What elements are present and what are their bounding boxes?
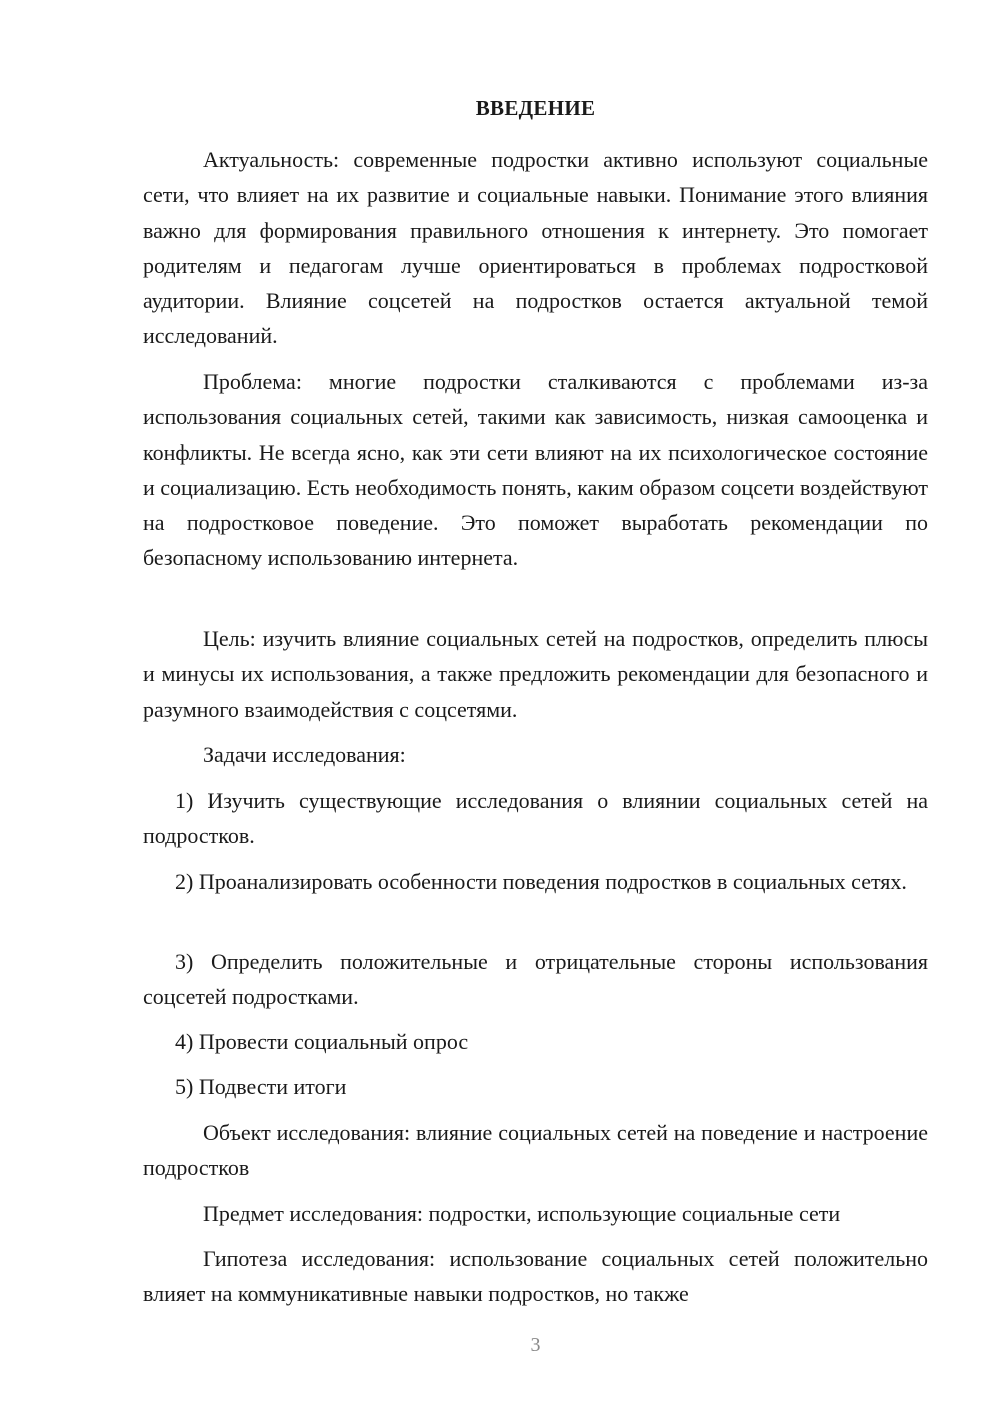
list-item: 4) Провести социальный опрос: [175, 1029, 469, 1054]
list-item: 2) Проанализировать особенности поведения подростков в социальных сетях.: [175, 869, 907, 894]
subject-paragraph: Предмет исследования: подростки, использующие социальные сети: [203, 1201, 841, 1226]
object-paragraph: Объект исследования: влияние социальных сетей на поведение и настроение подростков: [143, 1120, 928, 1181]
page-number: 3: [530, 1334, 541, 1356]
problem-paragraph: Проблема: многие подростки сталкиваются с проблемами из-за использования социальных сетей, такими как зависимость, низкая самооценка и конфликты. Не всегда ясно, как эти сети влияют на их психологическое состояние и социализацию. Есть необходимость понять, каким образом соцсети воздействуют на подростковое поведение. Это поможет выработать рекомендации по безопасному использованию интернета.: [143, 369, 928, 571]
goal-paragraph: Цель: изучить влияние социальных сетей на подростков, определить плюсы и минусы их использования, а также предложить рекомендации для безопасного и разумного взаимодействия с соцсетями.: [143, 626, 928, 722]
list-item: 1) Изучить существующие исследования о влиянии социальных сетей на подростков.: [143, 788, 928, 849]
relevance-paragraph: Актуальность: современные подростки активно используют социальные сети, что влияет на их развитие и социальные навыки. Понимание этого влияния важно для формирования правильного отношения к интернету. Это помогает родителям и педагогам лучше ориентироваться в проблемах подростковой аудитории. Влияние соцсетей на подростков остается актуальной темой исследований.: [143, 147, 928, 349]
list-item: 5) Подвести итоги: [175, 1074, 347, 1099]
hypothesis-paragraph: Гипотеза исследования: использование социальных сетей положительно влияет на коммуникативные навыки подростков, но также: [143, 1246, 928, 1307]
list-item: 3) Определить положительные и отрицательные стороны использования соцсетей подростками.: [143, 949, 928, 1010]
tasks-heading: Задачи исследования:: [203, 742, 406, 767]
page-title: ВВЕДЕНИЕ: [475, 96, 596, 120]
